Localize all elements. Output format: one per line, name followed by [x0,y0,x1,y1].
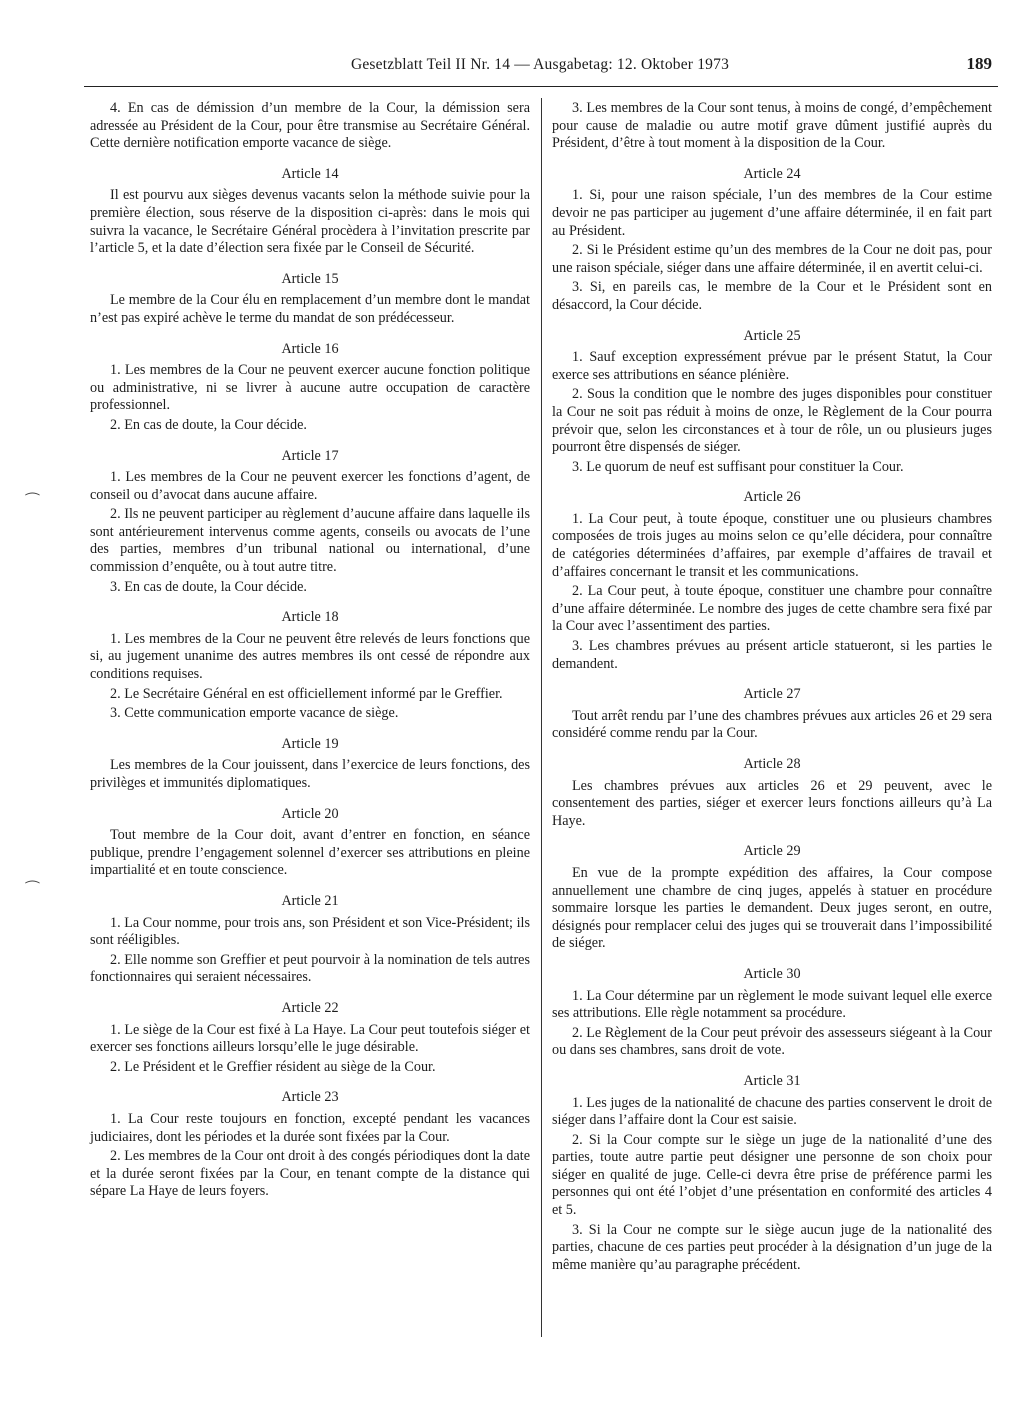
paragraph: 3. Le quorum de neuf est suffisant pour constituer la Cour. [572,458,904,475]
article-heading: Article 24 [743,165,801,182]
article-heading: Article 15 [281,270,339,287]
paragraph: 2. Elle nomme son Greffier et peut pourvoir à la nomination de tels autres fonctionnaires qui seraient nécessaires. [90,951,530,986]
article-heading: Article 22 [281,999,339,1016]
paragraph: Tout arrêt rendu par l’une des chambres prévues aux articles 26 et 29 sera considéré comme rendu par la Cour. [552,707,992,742]
paragraph: 2. Si la Cour compte sur le siège un juge de la nationalité d’une des parties, toute autre partie peut désigner une personne de son choix pour siéger en qualité de juge. Celle-ci devra être prise de préférence parmi les personnes qui ont été l’objet d’une présentation en conformité des articles 4 et 5. [552,1131,992,1219]
paragraph: 2. Sous la condition que le nombre des juges disponibles pour constituer la Cour ne soit pas réduit à moins de onze, le Règlement de la Cour pourra prévoir que, selon les circonstances et à tour de rôle, un ou plusieurs juges pourront être dispensés de siéger. [552,386,992,456]
article-heading: Article 18 [281,609,339,626]
paragraph: 3. Si la Cour ne compte sur le siège aucun juge de la nationalité des parties, chacune de ces parties peut procéder à la désignation d’un juge de la même manière qu’au paragraphe précédent. [552,1221,992,1273]
paragraph: 2. La Cour peut, à toute époque, constituer une chambre pour connaître d’une affaire déterminée. Le nombre des juges de cette chambre sera fixé par la Cour avec l’assentiment des parties. [552,583,992,635]
article-heading: Article 20 [281,805,339,822]
article-heading: Article 16 [281,340,339,357]
paragraph: 1. La Cour détermine par un règlement le mode suivant lequel elle exerce ses attributions. Elle règle notamment sa procédure. [552,987,992,1022]
column-divider [541,98,542,1337]
paragraph: 3. Cette communication emporte vacance de siège. [110,705,399,722]
article-heading: Article 28 [743,756,801,772]
gazette-title: Gesetzblatt Teil II Nr. 14 — Ausgabetag: 12. Oktober 1973 [350,56,730,73]
paragraph: 1. Les membres de la Cour ne peuvent être relevés de leurs fonctions que si, au jugement unanime des autres membres ils ont cessé de répondre aux conditions requises. [90,630,530,683]
paragraph: Tout membre de la Cour doit, avant d’entrer en fonction, en séance publique, prendre l’engagement solennel d’exercer ses attributions en pleine impartialité et en toute conscience. [90,827,530,879]
left-column [90,100,530,1203]
margin-mark: ⁀ [26,882,39,899]
paragraph: En vue de la prompte expédition des affaires, la Cour compose annuellement une chambre de cinq juges, appelés à statuer en procédure sommaire lorsque les parties le demandent. Deux juges seront, en outre, désignés pour remplacer celui des juges qui se trouverait dans l’impossibilité de siéger. [552,864,992,952]
paragraph: 1. Les membres de la Cour ne peuvent exercer aucune fonction politique ou administrative, ni se livrer à aucune autre occupation de caractère professionnel. [90,362,530,414]
article-heading: Article 25 [743,327,801,344]
page-header [80,56,1000,80]
paragraph: 4. En cas de démission d’un membre de la Cour, la démission sera adressée au Président de la Cour, pour être transmise au Secrétaire Général. Cette dernière notification emporte vacance de siège. [90,100,530,152]
paragraph: 3. Les chambres prévues au présent article statueront, si les parties le demandent. [552,638,992,672]
article-heading: Article 21 [281,892,339,909]
paragraph: 1. Si, pour une raison spéciale, l’un des membres de la Cour estime devoir ne pas participer au jugement d’une affaire déterminée, il en fait part au Président. [552,187,992,239]
right-column [552,100,992,1276]
paragraph: 1. La Cour reste toujours en fonction, excepté pendant les vacances judiciaires, dont les périodes et la durée sont fixées par la Cour. [90,1110,530,1145]
article-heading: Article 30 [743,965,801,982]
paragraph: 2. En cas de doute, la Cour décide. [110,416,307,433]
article-heading: Article 23 [281,1089,339,1106]
paragraph: Les chambres prévues aux articles 26 et 29 peuvent, avec le consentement des parties, siéger et exercer leurs fonctions ailleurs qu’à La Haye. [552,777,992,829]
article-heading: Article 14 [281,165,339,182]
article-heading: Article 19 [281,735,339,752]
paragraph: 2. Le Président et le Greffier résident au siège de la Cour. [110,1058,436,1075]
paragraph: 3. En cas de doute, la Cour décide. [110,578,307,595]
paragraph: 2. Si le Président estime qu’un des membres de la Cour ne doit pas, pour une raison spéciale, siéger dans une affaire déterminée, il en avertit celui-ci. [552,242,992,276]
paragraph: 1. Les membres de la Cour ne peuvent exercer les fonctions d’agent, de conseil ou d’avocat dans aucune affaire. [90,469,530,503]
paragraph: 3. Les membres de la Cour sont tenus, à moins de congé, d’empêchement pour cause de maladie ou autre motif grave dûment justifié auprès du Président, d’être à tout moment à la disposition de la Cour. [552,100,992,152]
paragraph: 2. Ils ne peuvent participer au règlement d’aucune affaire dans laquelle ils sont antérieurement intervenus comme agents, conseils ou avocats de l’une des parties, membres d’un tribunal national ou international, d’une commission d’enquête, ou à tout autre titre. [90,506,530,576]
paragraph: 1. La Cour nomme, pour trois ans, son Président et son Vice-Président; ils sont rééligibles. [90,914,530,949]
margin-mark: ⁀ [26,494,39,511]
page-number: 189 [966,54,992,73]
article-heading: Article 17 [281,447,339,464]
paragraph: 3. Si, en pareils cas, le membre de la Cour et le Président sont en désaccord, la Cour décide. [552,279,992,313]
paragraph: 2. Le Secrétaire Général en est officiellement informé par le Greffier. [110,685,503,702]
article-heading: Article 31 [743,1072,801,1089]
article-heading: Article 26 [743,489,801,506]
article-heading: Article 29 [743,843,801,860]
paragraph: Les membres de la Cour jouissent, dans l’exercice de leurs fonctions, des privilèges et immunités diplomatiques. [90,757,530,791]
paragraph: 1. Le siège de la Cour est fixé à La Haye. La Cour peut toutefois siéger et exercer ses fonctions ailleurs lorsqu’elle le juge désirable. [90,1021,530,1056]
paragraph: 2. Les membres de la Cour ont droit à des congés périodiques dont la date et la durée seront fixées par la Cour, en tenant compte de la distance qui sépare La Haye de leurs foyers. [90,1148,530,1200]
paragraph: 2. Le Règlement de la Cour peut prévoir des assesseurs siégeant à la Cour ou dans ses chambres, sans droit de vote. [552,1024,992,1059]
paragraph: 1. Sauf exception expressément prévue par le présent Statut, la Cour exerce ses attributions en séance plénière. [552,349,992,383]
header-rule [84,86,998,87]
paragraph: Il est pourvu aux sièges devenus vacants selon la méthode suivie pour la première élection, sous réserve de la disposition ci-après: dans le mois qui suivra la vacance, le Secrétaire Général procèdera à l’invitation prescrite par l’article 5, et la date d’élection sera fixée par le Conseil de Sécurité. [90,187,530,257]
paragraph: 1. Les juges de la nationalité de chacune des parties conservent le droit de siéger dans l’affaire dont la Cour est saisie. [552,1094,992,1129]
paragraph: Le membre de la Cour élu en remplacement d’un membre dont le mandat n’est pas expiré achève le terme du mandat de son prédécesseur. [90,292,530,326]
paragraph: 1. La Cour peut, à toute époque, constituer une ou plusieurs chambres composées de trois juges au moins selon ce qu’elle décidera, pour connaître de catégories déterminées d’affaires, par exemple d’affaires de travail et d’affaires concernant le transit et les communications. [552,510,992,580]
article-heading: Article 27 [743,686,801,703]
